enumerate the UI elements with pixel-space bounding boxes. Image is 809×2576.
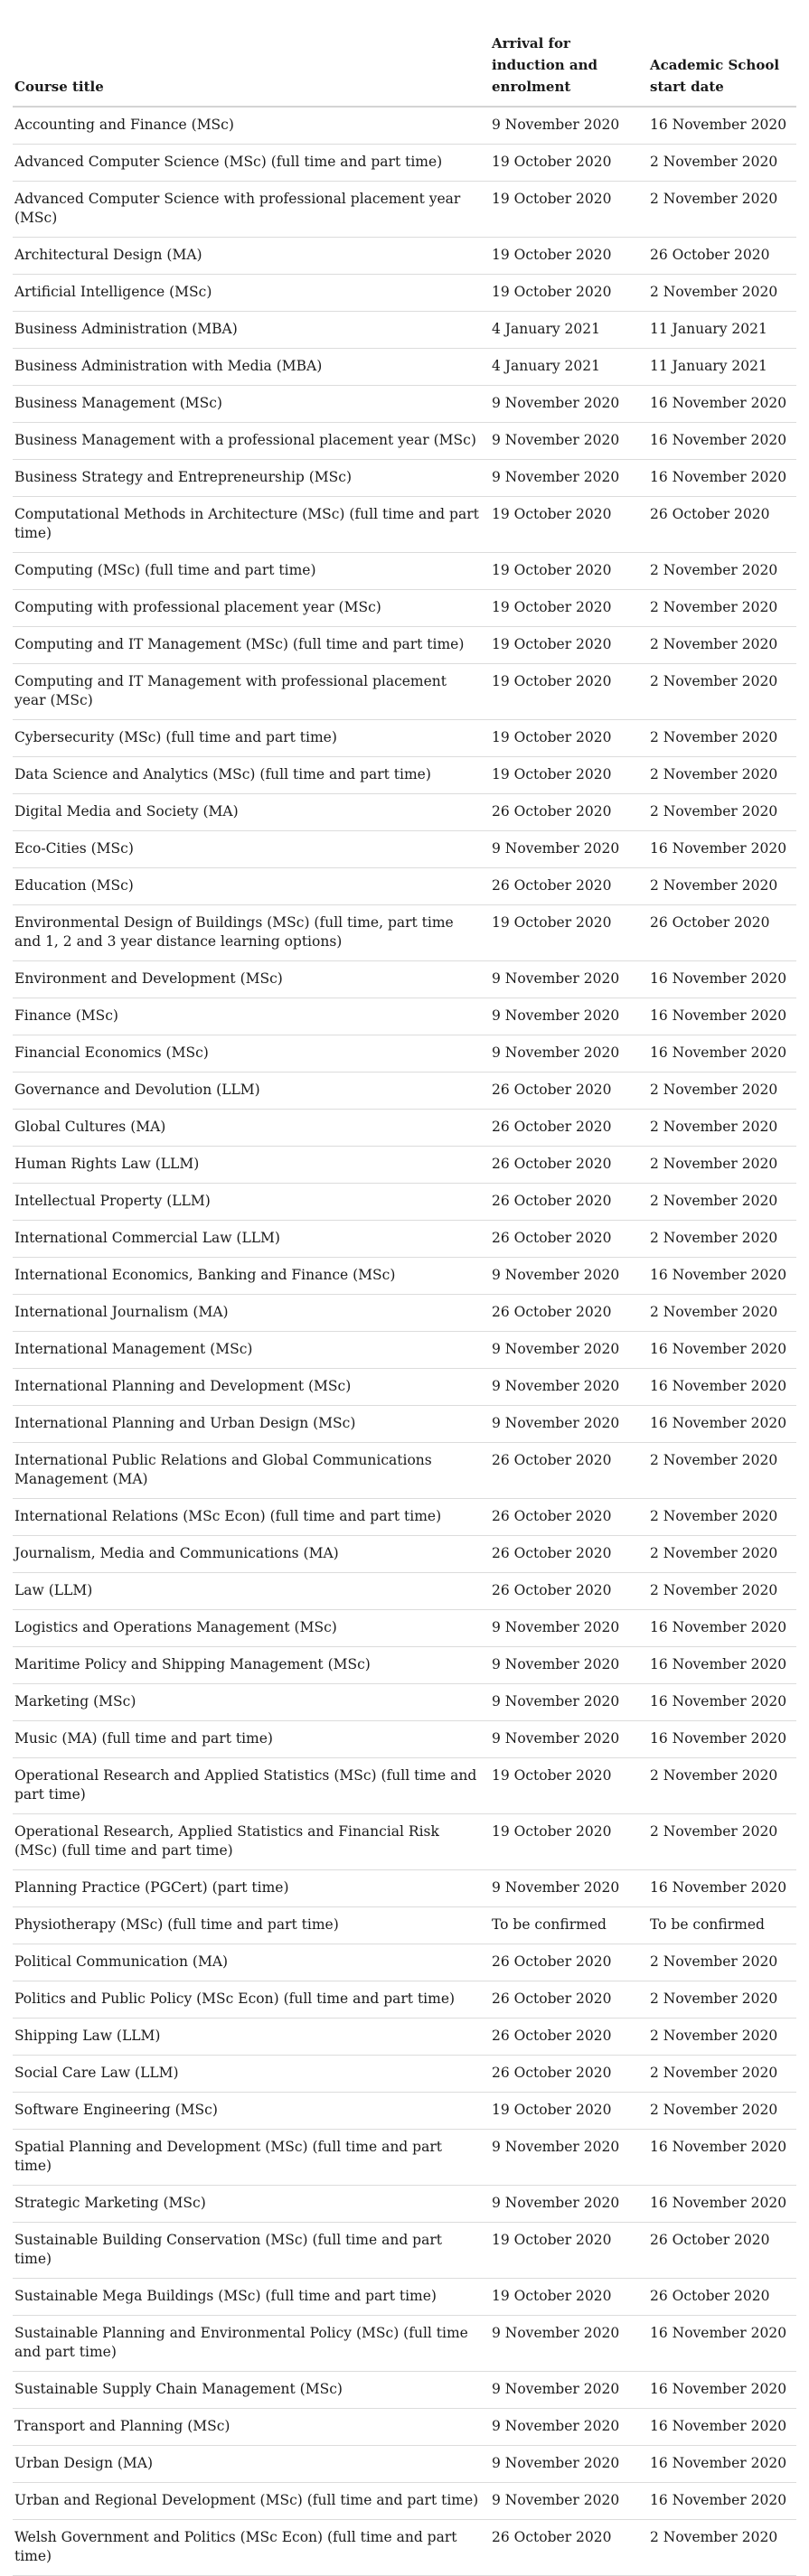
arrival-date-cell: 9 November 2020 xyxy=(490,961,648,998)
start-date-cell: 16 November 2020 xyxy=(648,1684,796,1721)
course-title-cell: Urban Design (MA) xyxy=(13,2446,490,2483)
course-title-cell: International Management (MSc) xyxy=(13,1332,490,1369)
arrival-date-cell: 26 October 2020 xyxy=(490,1295,648,1332)
start-date-cell: 2 November 2020 xyxy=(648,182,796,238)
course-title-cell: Data Science and Analytics (MSc) (full time and part time) xyxy=(13,757,490,794)
arrival-date-cell: 9 November 2020 xyxy=(490,1369,648,1406)
course-title-cell: Business Management (MSc) xyxy=(13,386,490,423)
arrival-date-cell: 9 November 2020 xyxy=(490,2409,648,2446)
start-date-cell: 16 November 2020 xyxy=(648,107,796,145)
course-title-cell: Business Administration with Media (MBA) xyxy=(13,349,490,386)
course-dates-table xyxy=(13,0,796,2576)
start-date-cell: 2 November 2020 xyxy=(648,664,796,720)
start-date-cell: 2 November 2020 xyxy=(648,1981,796,2019)
arrival-date-cell: 9 November 2020 xyxy=(490,1721,648,1758)
start-date-cell: 16 November 2020 xyxy=(648,2409,796,2446)
table-row xyxy=(13,2483,796,2520)
course-title-cell: International Relations (MSc Econ) (full time and part time) xyxy=(13,1499,490,1536)
table-row xyxy=(13,1610,796,1647)
arrival-date-cell: 4 January 2021 xyxy=(490,349,648,386)
course-title-cell: Politics and Public Policy (MSc Econ) (full time and part time) xyxy=(13,1981,490,2019)
course-title-cell: Social Care Law (LLM) xyxy=(13,2056,490,2093)
course-title-cell: Global Cultures (MA) xyxy=(13,1110,490,1147)
course-title-cell: International Economics, Banking and Finance (MSc) xyxy=(13,1258,490,1295)
arrival-date-cell: 26 October 2020 xyxy=(490,2520,648,2576)
course-title-cell: Marketing (MSc) xyxy=(13,1684,490,1721)
arrival-date-cell: 19 October 2020 xyxy=(490,1814,648,1870)
arrival-date-cell: 19 October 2020 xyxy=(490,905,648,961)
table-row xyxy=(13,1332,796,1369)
start-date-cell: 16 November 2020 xyxy=(648,1870,796,1907)
start-date-cell: 2 November 2020 xyxy=(648,1443,796,1499)
arrival-date-cell: 19 October 2020 xyxy=(490,2223,648,2279)
course-title-cell: Artificial Intelligence (MSc) xyxy=(13,275,490,312)
start-date-cell: 2 November 2020 xyxy=(648,757,796,794)
course-title-cell: Software Engineering (MSc) xyxy=(13,2093,490,2130)
arrival-date-cell: 19 October 2020 xyxy=(490,238,648,275)
arrival-date-cell: 26 October 2020 xyxy=(490,1184,648,1221)
arrival-date-cell: 19 October 2020 xyxy=(490,664,648,720)
course-title-cell: Computing with professional placement year (MSc) xyxy=(13,590,490,627)
start-date-cell: 2 November 2020 xyxy=(648,2056,796,2093)
table-row xyxy=(13,1647,796,1684)
table-row xyxy=(13,664,796,720)
table-row xyxy=(13,275,796,312)
course-title-cell: Strategic Marketing (MSc) xyxy=(13,2186,490,2223)
course-title-cell: Planning Practice (PGCert) (part time) xyxy=(13,1870,490,1907)
table-row xyxy=(13,1406,796,1443)
start-date-cell: 2 November 2020 xyxy=(648,1814,796,1870)
start-date-cell: To be confirmed xyxy=(648,1907,796,1944)
table-row xyxy=(13,1870,796,1907)
table-row xyxy=(13,349,796,386)
table-row xyxy=(13,2186,796,2223)
course-title-cell: Digital Media and Society (MA) xyxy=(13,794,490,831)
arrival-date-cell: 26 October 2020 xyxy=(490,1443,648,1499)
arrival-date-cell: 26 October 2020 xyxy=(490,1944,648,1981)
table-row xyxy=(13,1258,796,1295)
table-row xyxy=(13,1499,796,1536)
start-date-cell: 16 November 2020 xyxy=(648,423,796,460)
table-row xyxy=(13,1684,796,1721)
course-title-cell: Law (LLM) xyxy=(13,1573,490,1610)
arrival-date-cell: 19 October 2020 xyxy=(490,720,648,757)
arrival-date-cell: 19 October 2020 xyxy=(490,1758,648,1814)
course-title-cell: Eco-Cities (MSc) xyxy=(13,831,490,868)
course-title-cell: Business Strategy and Entrepreneurship (MSc) xyxy=(13,460,490,497)
start-date-cell: 2 November 2020 xyxy=(648,1573,796,1610)
course-title-cell: Computing and IT Management with professional placement year (MSc) xyxy=(13,664,490,720)
header-course-title: Course title xyxy=(13,0,490,107)
start-date-cell: 16 November 2020 xyxy=(648,460,796,497)
arrival-date-cell: 9 November 2020 xyxy=(490,2372,648,2409)
table-row xyxy=(13,1147,796,1184)
table-row xyxy=(13,1369,796,1406)
course-title-cell: Advanced Computer Science with professional placement year (MSc) xyxy=(13,182,490,238)
table-row xyxy=(13,460,796,497)
table-row xyxy=(13,1944,796,1981)
arrival-date-cell: 19 October 2020 xyxy=(490,275,648,312)
table-row xyxy=(13,497,796,553)
table-row xyxy=(13,2056,796,2093)
course-title-cell: Accounting and Finance (MSc) xyxy=(13,107,490,145)
table-row xyxy=(13,627,796,664)
course-title-cell: Computing (MSc) (full time and part time) xyxy=(13,553,490,590)
table-row xyxy=(13,1184,796,1221)
start-date-cell: 26 October 2020 xyxy=(648,2223,796,2279)
start-date-cell: 2 November 2020 xyxy=(648,1184,796,1221)
course-title-cell: International Planning and Urban Design (MSc) xyxy=(13,1406,490,1443)
course-title-cell: Operational Research, Applied Statistics and Financial Risk (MSc) (full time and part time) xyxy=(13,1814,490,1870)
start-date-cell: 2 November 2020 xyxy=(648,2520,796,2576)
arrival-date-cell: 26 October 2020 xyxy=(490,794,648,831)
start-date-cell: 16 November 2020 xyxy=(648,1258,796,1295)
start-date-cell: 2 November 2020 xyxy=(648,1944,796,1981)
arrival-date-cell: 9 November 2020 xyxy=(490,2316,648,2372)
arrival-date-cell: 9 November 2020 xyxy=(490,1406,648,1443)
start-date-cell: 26 October 2020 xyxy=(648,497,796,553)
course-title-cell: Governance and Devolution (LLM) xyxy=(13,1073,490,1110)
table-row xyxy=(13,1721,796,1758)
start-date-cell: 2 November 2020 xyxy=(648,868,796,905)
arrival-date-cell: 9 November 2020 xyxy=(490,1035,648,1073)
start-date-cell: 2 November 2020 xyxy=(648,2019,796,2056)
course-title-cell: Financial Economics (MSc) xyxy=(13,1035,490,1073)
course-title-cell: Music (MA) (full time and part time) xyxy=(13,1721,490,1758)
start-date-cell: 2 November 2020 xyxy=(648,1499,796,1536)
start-date-cell: 26 October 2020 xyxy=(648,2279,796,2316)
arrival-date-cell: 19 October 2020 xyxy=(490,627,648,664)
arrival-date-cell: 19 October 2020 xyxy=(490,590,648,627)
start-date-cell: 16 November 2020 xyxy=(648,1721,796,1758)
arrival-date-cell: 9 November 2020 xyxy=(490,831,648,868)
course-title-cell: Shipping Law (LLM) xyxy=(13,2019,490,2056)
arrival-date-cell: 26 October 2020 xyxy=(490,2056,648,2093)
table-row xyxy=(13,312,796,349)
arrival-date-cell: 9 November 2020 xyxy=(490,1610,648,1647)
header-row xyxy=(13,0,796,107)
course-title-cell: Maritime Policy and Shipping Management (MSc) xyxy=(13,1647,490,1684)
header-start-date: Academic School start date xyxy=(648,0,796,107)
start-date-cell: 16 November 2020 xyxy=(648,1647,796,1684)
table-row xyxy=(13,1573,796,1610)
table-row xyxy=(13,1907,796,1944)
arrival-date-cell: 19 October 2020 xyxy=(490,553,648,590)
arrival-date-cell: 9 November 2020 xyxy=(490,1647,648,1684)
table-row xyxy=(13,1443,796,1499)
table-row xyxy=(13,905,796,961)
arrival-date-cell: 26 October 2020 xyxy=(490,1981,648,2019)
start-date-cell: 2 November 2020 xyxy=(648,2093,796,2130)
arrival-date-cell: 9 November 2020 xyxy=(490,2483,648,2520)
arrival-date-cell: 9 November 2020 xyxy=(490,386,648,423)
start-date-cell: 16 November 2020 xyxy=(648,1406,796,1443)
arrival-date-cell: 9 November 2020 xyxy=(490,107,648,145)
table-row xyxy=(13,145,796,182)
table-row xyxy=(13,2019,796,2056)
table-row xyxy=(13,107,796,145)
start-date-cell: 16 November 2020 xyxy=(648,2483,796,2520)
table-row xyxy=(13,2093,796,2130)
course-title-cell: Journalism, Media and Communications (MA) xyxy=(13,1536,490,1573)
arrival-date-cell: 19 October 2020 xyxy=(490,757,648,794)
table-body xyxy=(13,107,796,2576)
arrival-date-cell: 19 October 2020 xyxy=(490,2279,648,2316)
course-title-cell: Human Rights Law (LLM) xyxy=(13,1147,490,1184)
course-title-cell: Logistics and Operations Management (MSc) xyxy=(13,1610,490,1647)
course-title-cell: International Journalism (MA) xyxy=(13,1295,490,1332)
table-row xyxy=(13,590,796,627)
start-date-cell: 26 October 2020 xyxy=(648,905,796,961)
table-row xyxy=(13,423,796,460)
start-date-cell: 2 November 2020 xyxy=(648,553,796,590)
arrival-date-cell: 4 January 2021 xyxy=(490,312,648,349)
course-title-cell: Business Administration (MBA) xyxy=(13,312,490,349)
course-title-cell: Finance (MSc) xyxy=(13,998,490,1035)
course-title-cell: Sustainable Supply Chain Management (MSc) xyxy=(13,2372,490,2409)
course-title-cell: Cybersecurity (MSc) (full time and part time) xyxy=(13,720,490,757)
course-title-cell: International Commercial Law (LLM) xyxy=(13,1221,490,1258)
table-row xyxy=(13,1221,796,1258)
table-row xyxy=(13,868,796,905)
table-header xyxy=(13,0,796,107)
start-date-cell: 16 November 2020 xyxy=(648,2446,796,2483)
start-date-cell: 16 November 2020 xyxy=(648,831,796,868)
table-row xyxy=(13,720,796,757)
start-date-cell: 16 November 2020 xyxy=(648,2316,796,2372)
course-title-cell: Spatial Planning and Development (MSc) (full time and part time) xyxy=(13,2130,490,2186)
table-row xyxy=(13,2372,796,2409)
table-row xyxy=(13,386,796,423)
course-title-cell: Sustainable Mega Buildings (MSc) (full time and part time) xyxy=(13,2279,490,2316)
start-date-cell: 2 November 2020 xyxy=(648,1110,796,1147)
course-title-cell: Advanced Computer Science (MSc) (full time and part time) xyxy=(13,145,490,182)
arrival-date-cell: 26 October 2020 xyxy=(490,2019,648,2056)
arrival-date-cell: 19 October 2020 xyxy=(490,145,648,182)
arrival-date-cell: 9 November 2020 xyxy=(490,998,648,1035)
course-title-cell: Intellectual Property (LLM) xyxy=(13,1184,490,1221)
arrival-date-cell: 19 October 2020 xyxy=(490,2093,648,2130)
arrival-date-cell: 26 October 2020 xyxy=(490,1573,648,1610)
course-title-cell: Welsh Government and Politics (MSc Econ) (full time and part time) xyxy=(13,2520,490,2576)
start-date-cell: 11 January 2021 xyxy=(648,349,796,386)
arrival-date-cell: 26 October 2020 xyxy=(490,1110,648,1147)
start-date-cell: 2 November 2020 xyxy=(648,627,796,664)
course-title-cell: Urban and Regional Development (MSc) (full time and part time) xyxy=(13,2483,490,2520)
course-title-cell: Computational Methods in Architecture (MSc) (full time and part time) xyxy=(13,497,490,553)
start-date-cell: 16 November 2020 xyxy=(648,1610,796,1647)
table-row xyxy=(13,2279,796,2316)
table-row xyxy=(13,961,796,998)
start-date-cell: 16 November 2020 xyxy=(648,2130,796,2186)
course-title-cell: International Planning and Development (MSc) xyxy=(13,1369,490,1406)
table-row xyxy=(13,553,796,590)
start-date-cell: 2 November 2020 xyxy=(648,275,796,312)
arrival-date-cell: 26 October 2020 xyxy=(490,1499,648,1536)
arrival-date-cell: 26 October 2020 xyxy=(490,1536,648,1573)
arrival-date-cell: 9 November 2020 xyxy=(490,2186,648,2223)
start-date-cell: 16 November 2020 xyxy=(648,998,796,1035)
arrival-date-cell: 19 October 2020 xyxy=(490,182,648,238)
start-date-cell: 2 November 2020 xyxy=(648,145,796,182)
start-date-cell: 2 November 2020 xyxy=(648,1758,796,1814)
course-title-cell: Business Management with a professional placement year (MSc) xyxy=(13,423,490,460)
course-title-cell: Education (MSc) xyxy=(13,868,490,905)
table-row xyxy=(13,794,796,831)
start-date-cell: 2 November 2020 xyxy=(648,590,796,627)
table-row xyxy=(13,1035,796,1073)
course-title-cell: Physiotherapy (MSc) (full time and part time) xyxy=(13,1907,490,1944)
arrival-date-cell: 9 November 2020 xyxy=(490,2446,648,2483)
start-date-cell: 26 October 2020 xyxy=(648,238,796,275)
table-row xyxy=(13,1536,796,1573)
header-arrival-date: Arrival for induction and enrolment xyxy=(490,0,648,107)
start-date-cell: 16 November 2020 xyxy=(648,1035,796,1073)
table-row xyxy=(13,831,796,868)
course-title-cell: Operational Research and Applied Statistics (MSc) (full time and part time) xyxy=(13,1758,490,1814)
start-date-cell: 16 November 2020 xyxy=(648,1332,796,1369)
arrival-date-cell: 26 October 2020 xyxy=(490,868,648,905)
start-date-cell: 11 January 2021 xyxy=(648,312,796,349)
table-row xyxy=(13,2130,796,2186)
arrival-date-cell: 9 November 2020 xyxy=(490,460,648,497)
table-row xyxy=(13,2520,796,2576)
start-date-cell: 2 November 2020 xyxy=(648,1073,796,1110)
table-row xyxy=(13,1110,796,1147)
arrival-date-cell: 26 October 2020 xyxy=(490,1073,648,1110)
arrival-date-cell: 9 November 2020 xyxy=(490,1684,648,1721)
arrival-date-cell: 9 November 2020 xyxy=(490,2130,648,2186)
start-date-cell: 2 November 2020 xyxy=(648,1221,796,1258)
table-row xyxy=(13,1981,796,2019)
arrival-date-cell: 9 November 2020 xyxy=(490,1332,648,1369)
course-title-cell: Transport and Planning (MSc) xyxy=(13,2409,490,2446)
start-date-cell: 16 November 2020 xyxy=(648,961,796,998)
start-date-cell: 2 November 2020 xyxy=(648,1536,796,1573)
table-row xyxy=(13,238,796,275)
arrival-date-cell: 19 October 2020 xyxy=(490,497,648,553)
start-date-cell: 16 November 2020 xyxy=(648,386,796,423)
table-row xyxy=(13,757,796,794)
arrival-date-cell: To be confirmed xyxy=(490,1907,648,1944)
table-row xyxy=(13,2446,796,2483)
course-title-cell: Sustainable Planning and Environmental Policy (MSc) (full time and part time) xyxy=(13,2316,490,2372)
course-title-cell: Environment and Development (MSc) xyxy=(13,961,490,998)
course-title-cell: Environmental Design of Buildings (MSc) (full time, part time and 1, 2 and 3 year distance learning options) xyxy=(13,905,490,961)
arrival-date-cell: 9 November 2020 xyxy=(490,1258,648,1295)
start-date-cell: 2 November 2020 xyxy=(648,794,796,831)
table-row xyxy=(13,1758,796,1814)
course-title-cell: Computing and IT Management (MSc) (full time and part time) xyxy=(13,627,490,664)
table-row xyxy=(13,2223,796,2279)
start-date-cell: 2 November 2020 xyxy=(648,720,796,757)
table-row xyxy=(13,998,796,1035)
arrival-date-cell: 26 October 2020 xyxy=(490,1221,648,1258)
start-date-cell: 16 November 2020 xyxy=(648,2372,796,2409)
table-row xyxy=(13,1814,796,1870)
table-row xyxy=(13,2316,796,2372)
arrival-date-cell: 26 October 2020 xyxy=(490,1147,648,1184)
arrival-date-cell: 9 November 2020 xyxy=(490,1870,648,1907)
table-row xyxy=(13,182,796,238)
table-row xyxy=(13,2409,796,2446)
start-date-cell: 16 November 2020 xyxy=(648,1369,796,1406)
course-title-cell: Political Communication (MA) xyxy=(13,1944,490,1981)
course-title-cell: International Public Relations and Global Communications Management (MA) xyxy=(13,1443,490,1499)
course-title-cell: Architectural Design (MA) xyxy=(13,238,490,275)
arrival-date-cell: 9 November 2020 xyxy=(490,423,648,460)
table-row xyxy=(13,1295,796,1332)
table-row xyxy=(13,1073,796,1110)
start-date-cell: 2 November 2020 xyxy=(648,1147,796,1184)
start-date-cell: 16 November 2020 xyxy=(648,2186,796,2223)
start-date-cell: 2 November 2020 xyxy=(648,1295,796,1332)
course-title-cell: Sustainable Building Conservation (MSc) (full time and part time) xyxy=(13,2223,490,2279)
